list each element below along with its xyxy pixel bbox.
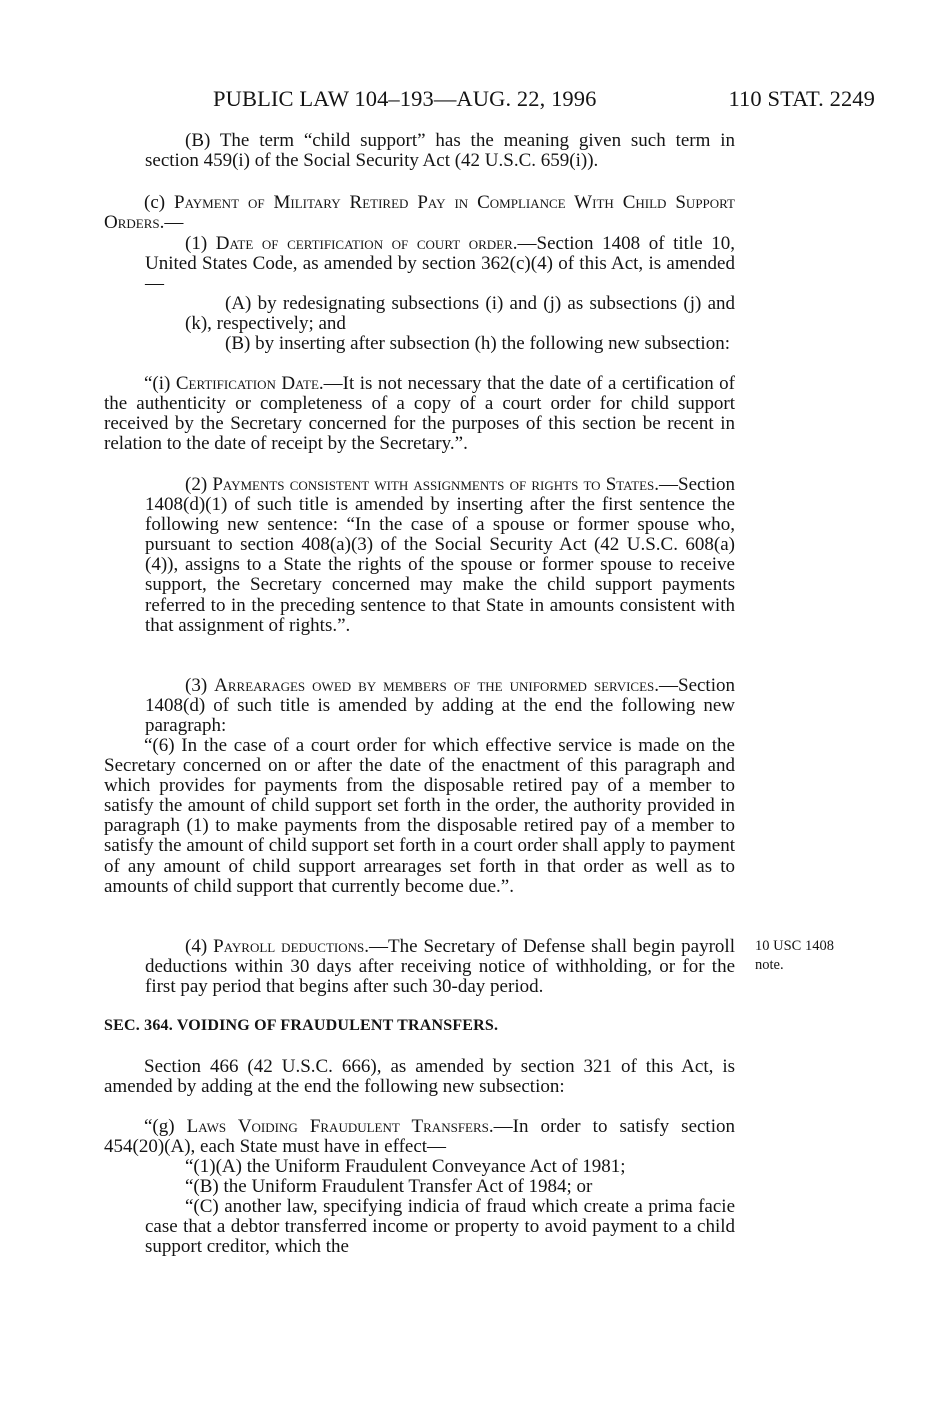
four-title: Payroll deductions.	[213, 936, 369, 957]
four-lead: (4)	[185, 936, 208, 957]
one-lead: (1)	[185, 233, 208, 254]
three-title: Arrearages owed by members of the uniformed services.	[214, 675, 659, 696]
g-text: —In order to satisfy section 454(20)(A), each State must have in effect—	[104, 1116, 735, 1158]
subsection-i	[104, 374, 735, 454]
four-text: —The Secretary of Defense shall begin payroll deductions within 30 days after receiving notice of withholding, or for the first pay period that begins after such 30-day period.	[145, 936, 735, 998]
one-title: Date of certification of court order.	[215, 233, 518, 254]
paragraph-4	[145, 937, 735, 997]
i-title: Certification Date.	[175, 373, 324, 394]
g-c: “(C) another law, specifying indicia of fraud which create a prima facie case that a debtor transferred income or property to avoid payment to a child support creditor, which the	[145, 1196, 735, 1258]
margin-note-line2: note.	[755, 957, 784, 973]
section-intro: Section 466 (42 U.S.C. 666), as amended by section 321 of this Act, is amended by adding at the end the following new subsection:	[104, 1056, 735, 1098]
page-number: 110 STAT. 2249	[728, 86, 875, 111]
two-lead: (2)	[185, 474, 208, 495]
three-text: —Section 1408(d) of such title is amended by adding at the end the following new paragraph:	[145, 675, 735, 737]
b-child-support-paragraph: (B) The term “child support” has the meaning given such term in section 459(i) of the Social Security Act (42 U.S.C. 659(i)).	[145, 130, 735, 172]
margin-note-line1: 10 USC 1408	[755, 938, 834, 954]
c-dash: —	[164, 212, 184, 234]
i-text: —It is not necessary that the date of a certification of the authenticity or completeness of a copy of a court order for child support received by the Secretary concerned for the purposes of this section be recent in relation to the date of receipt by the Secretary.”.	[104, 373, 736, 455]
two-title: Payments consistent with assignments of rights to States.	[212, 474, 659, 495]
one-text: —Section 1408 of title 10, United States Code, as amended by section 362(c)(4) of this Act, is amended—	[145, 233, 736, 295]
g-title: Laws Voiding Fraudulent Transfers.	[186, 1116, 494, 1137]
paragraph-1	[145, 234, 735, 294]
paragraph-3	[145, 676, 735, 736]
running-header-left: PUBLIC LAW 104–193—AUG. 22, 1996	[213, 86, 597, 111]
g-1-a: “(1)(A) the Uniform Fraudulent Conveyance Act of 1981;	[185, 1156, 626, 1177]
subsection-g	[104, 1117, 735, 1157]
i-lead: “(i)	[144, 373, 171, 394]
g-lead: “(g)	[144, 1116, 175, 1137]
subsection-c-heading	[104, 193, 735, 233]
paragraph-2	[145, 475, 735, 636]
c-title: Payment of Military Retired Pay in Compliance With Child Support Orders.	[104, 192, 735, 234]
three-lead: (3)	[185, 675, 208, 696]
margin-note	[755, 937, 875, 975]
c-lead: (c)	[144, 192, 166, 213]
paragraph-6: “(6) In the case of a court order for which effective service is made on the Secretary concerned on or after the date of the enactment of this paragraph and which provides for payments from the disposable retired pay of a member to satisfy the amount of child support set forth in the order, the authority provided in paragraph (1) to make payments from the disposable retired pay of a member to satisfy the amount of child support set forth in a court order shall apply to payment of any amount of child support arrearages set forth in that order as well as to amounts of child support that currently become due.”.	[104, 735, 735, 897]
two-text: —Section 1408(d)(1) of such title is amended by inserting after the first sentence the following new sentence: “In the case of a spouse or former spouse who, pursuant to section 408(a)(3) of the Social Security Act (42 U.S.C. 608(a)(4)), assigns to a State the rights of the spouse or former spouse to receive support, the Secretary concerned may make the child support payments referred to in the preceding sentence to that State in amounts consistent with that assignment of rights.”.	[145, 474, 735, 636]
section-heading: SEC. 364. VOIDING OF FRAUDULENT TRANSFERS.	[104, 1017, 499, 1034]
paragraph-1-a: (A) by redesignating subsections (i) and (j) as subsections (j) and (k), respectively; and	[185, 293, 735, 335]
paragraph-1-b: (B) by inserting after subsection (h) the following new subsection:	[225, 333, 730, 354]
g-b: “(B) the Uniform Fraudulent Transfer Act of 1984; or	[185, 1176, 593, 1197]
